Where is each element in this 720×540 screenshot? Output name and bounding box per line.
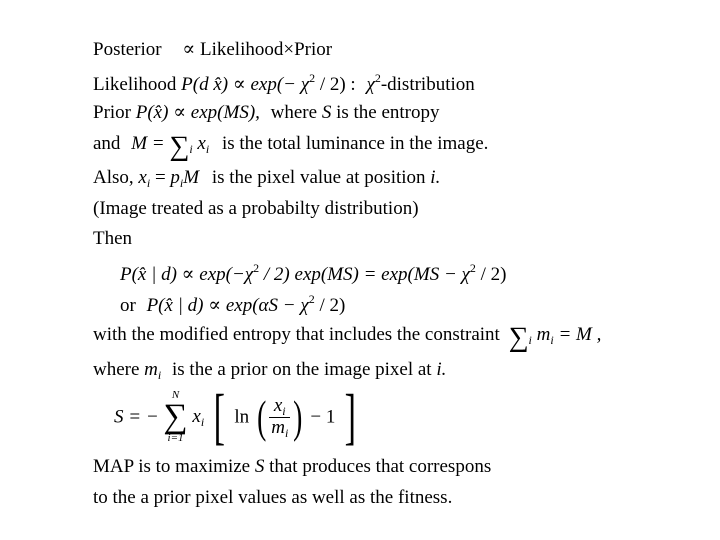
text-also: Also, [93, 167, 134, 188]
text-map: MAP is to maximize [93, 456, 251, 477]
text-posterior: Posterior [93, 39, 162, 60]
text-then: Then [93, 228, 133, 249]
left-paren: ( [256, 391, 267, 442]
ln-func: ln [234, 406, 250, 428]
text-and: and [93, 133, 121, 154]
m-eq: M = [131, 133, 165, 154]
posterior-eq-b: / 2) exp(MS) = exp(MS − χ [259, 264, 470, 285]
left-bracket: [ [213, 383, 225, 451]
position-i: i. [430, 167, 441, 188]
posterior-eq-c: / 2) [475, 264, 507, 285]
summation [163, 390, 187, 444]
fraction-denominator [269, 418, 290, 439]
m-var: m [144, 359, 158, 380]
p-var: p [170, 167, 180, 188]
text-likelihood-label: Likelihood [93, 74, 177, 95]
or-eq-a: P(x̂ | d) ∝ exp(αS − χ [146, 295, 309, 316]
text-entropy: is the entropy [336, 102, 440, 123]
line-fitness [93, 488, 452, 507]
prior-formula: P(x̂) ∝ exp(MS), [135, 102, 260, 123]
sigma-symbol: ∑ [163, 397, 188, 435]
p-index: i [179, 176, 184, 190]
sum-index: i [189, 142, 193, 156]
line-likelihood [93, 72, 475, 94]
x-var: x [192, 405, 201, 427]
proportional-symbol: ∝ [182, 39, 196, 60]
position-i: i. [436, 359, 447, 380]
chi-exp: 2 [374, 71, 381, 85]
symbol-s: S [321, 102, 332, 123]
minus-one: − 1 [310, 406, 336, 428]
symbol-s: S [254, 456, 265, 477]
sum-index: i [528, 333, 532, 347]
text-where: where [93, 359, 140, 380]
text-total-luminance: is the total luminance in the image. [221, 133, 489, 154]
line-posterior-eq [120, 262, 507, 284]
times-symbol: × [283, 39, 295, 60]
right-paren: ) [293, 391, 303, 442]
likelihood-exp: 2 [309, 71, 316, 85]
denominator-m: m [271, 416, 285, 438]
posterior-eq-exp1: 2 [253, 261, 260, 275]
text-fitness: to the a prior pixel values as well as the fitness. [93, 487, 453, 508]
m-var: M [183, 167, 200, 188]
line-modified-entropy [93, 324, 601, 352]
sum-upper-limit: N [171, 388, 180, 401]
text-pixel-value: is the pixel value at position [211, 167, 426, 188]
or-eq-exp: 2 [308, 292, 315, 306]
likelihood-formula-b: x̂) ∝ exp(− χ [213, 74, 310, 95]
equals: = [154, 167, 166, 188]
sum-lower-limit: i=1 [167, 432, 184, 445]
line-posterior [93, 40, 332, 59]
posterior-eq-exp2: 2 [469, 261, 476, 275]
line-and-m [93, 133, 488, 161]
denominator-index: i [284, 425, 289, 440]
text-likelihood: Likelihood [199, 39, 284, 60]
eq-m: = M , [558, 324, 602, 345]
likelihood-formula-a: P(d [181, 74, 209, 95]
entropy-equation [114, 383, 361, 451]
posterior-eq-a: P(x̂ | d) ∝ exp(−χ [120, 264, 254, 285]
fraction-numerator [269, 396, 290, 418]
line-or [120, 293, 345, 315]
text-distribution: -distribution [380, 74, 475, 95]
x-var: x [138, 167, 147, 188]
x-index: i [146, 176, 151, 190]
line-map [93, 457, 491, 476]
x-index: i [205, 142, 210, 156]
line-where-m [93, 360, 446, 381]
text-produces: that produces that correspons [269, 456, 492, 477]
line-prior [93, 103, 440, 122]
m-index: i [550, 333, 554, 347]
line-then [93, 229, 132, 248]
text-modified-entropy: with the modified entropy that includes the constraint [93, 324, 500, 345]
m-var: m [536, 324, 551, 345]
text-image-treated: (Image treated as a probabilty distribution) [93, 198, 419, 219]
line-image-treated [93, 199, 419, 218]
numerator-x: x [273, 394, 283, 416]
chi-symbol: χ [366, 74, 375, 95]
entropy-lhs: S = − [114, 406, 159, 428]
m-index: i [157, 368, 162, 382]
text-prior: Prior [294, 39, 333, 60]
text-prior-pixel: is the a prior on the image pixel at [172, 359, 432, 380]
x-var: x [197, 133, 206, 154]
fraction [269, 396, 290, 439]
x-index: i [200, 414, 205, 429]
sum-symbol: ∑ [508, 322, 529, 353]
or-eq-b: / 2) [314, 295, 346, 316]
sum-symbol: ∑ [169, 131, 190, 162]
numerator-index: i [282, 403, 286, 418]
text-where: where [270, 102, 318, 123]
text-prior-label: Prior [93, 102, 131, 123]
likelihood-formula-c: / 2) : [315, 74, 356, 95]
line-also [93, 168, 440, 189]
right-bracket: ] [344, 383, 357, 451]
text-or: or [120, 295, 136, 316]
